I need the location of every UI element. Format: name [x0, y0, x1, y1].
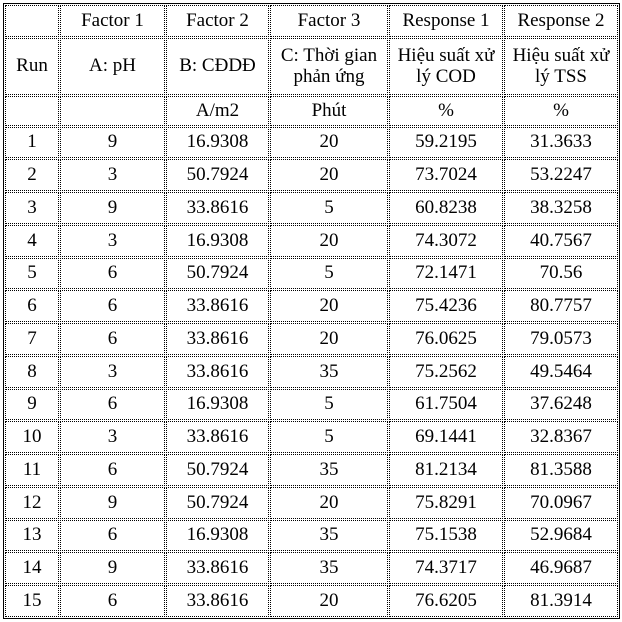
table-row	[5, 454, 618, 486]
ph-cell: 9	[60, 552, 165, 584]
ph-cell: 6	[60, 389, 165, 421]
tss-efficiency-cell: 37.6248	[504, 389, 618, 421]
run-cell: 4	[5, 225, 59, 257]
table-row	[5, 127, 618, 159]
cod-efficiency-cell: 74.3072	[389, 225, 503, 257]
run-cell: 11	[5, 454, 59, 486]
header-row-names	[5, 38, 618, 95]
tss-efficiency-cell: 70.0967	[504, 487, 618, 519]
ph-cell: 6	[60, 585, 165, 617]
current-density-cell: 33.8616	[166, 356, 269, 388]
ph-cell: 6	[60, 258, 165, 290]
cod-efficiency-cell: 74.3717	[389, 552, 503, 584]
cod-efficiency-cell: 76.0625	[389, 323, 503, 355]
reaction-time-cell: 20	[270, 159, 388, 191]
table-row	[5, 585, 618, 617]
header-cell-response-2: Response 2	[504, 5, 618, 37]
run-cell: 13	[5, 520, 59, 552]
header-row-factors	[5, 5, 618, 37]
ph-cell: 6	[60, 454, 165, 486]
reaction-time-cell: 20	[270, 127, 388, 159]
table-row	[5, 421, 618, 453]
current-density-cell: 16.9308	[166, 389, 269, 421]
ph-cell: 9	[60, 127, 165, 159]
reaction-time-cell: 20	[270, 323, 388, 355]
reaction-time-cell: 5	[270, 258, 388, 290]
ph-cell: 3	[60, 159, 165, 191]
current-density-cell: 50.7924	[166, 454, 269, 486]
current-density-cell: 33.8616	[166, 552, 269, 584]
current-density-cell: 50.7924	[166, 159, 269, 191]
header-cell-ph: A: pH	[60, 38, 165, 95]
cod-efficiency-cell: 75.8291	[389, 487, 503, 519]
run-cell: 15	[5, 585, 59, 617]
cod-efficiency-cell: 75.1538	[389, 520, 503, 552]
tss-efficiency-cell: 40.7567	[504, 225, 618, 257]
tss-efficiency-cell: 80.7757	[504, 290, 618, 322]
cod-efficiency-cell: 61.7504	[389, 389, 503, 421]
reaction-time-cell: 20	[270, 585, 388, 617]
ph-cell: 9	[60, 487, 165, 519]
table-row	[5, 258, 618, 290]
current-density-cell: 33.8616	[166, 290, 269, 322]
run-cell: 1	[5, 127, 59, 159]
header-cell-tss-efficiency: Hiệu suất xử lý TSS	[504, 38, 618, 95]
current-density-cell: 16.9308	[166, 127, 269, 159]
tss-efficiency-cell: 32.8367	[504, 421, 618, 453]
run-cell: 6	[5, 290, 59, 322]
reaction-time-cell: 5	[270, 421, 388, 453]
table-row	[5, 389, 618, 421]
unit-cell	[60, 96, 165, 126]
run-cell: 9	[5, 389, 59, 421]
reaction-time-cell: 20	[270, 487, 388, 519]
current-density-cell: 16.9308	[166, 225, 269, 257]
ph-cell: 6	[60, 290, 165, 322]
reaction-time-cell: 35	[270, 520, 388, 552]
ph-cell: 9	[60, 192, 165, 224]
table-row	[5, 323, 618, 355]
cod-efficiency-cell: 75.4236	[389, 290, 503, 322]
table-row	[5, 192, 618, 224]
header-cell	[5, 5, 59, 37]
run-cell: 8	[5, 356, 59, 388]
current-density-cell: 16.9308	[166, 520, 269, 552]
experiment-design-table	[3, 3, 620, 619]
run-cell: 7	[5, 323, 59, 355]
ph-cell: 6	[60, 520, 165, 552]
cod-efficiency-cell: 76.6205	[389, 585, 503, 617]
reaction-time-cell: 35	[270, 552, 388, 584]
tss-efficiency-cell: 49.5464	[504, 356, 618, 388]
header-cell-factor-1: Factor 1	[60, 5, 165, 37]
run-cell: 14	[5, 552, 59, 584]
current-density-cell: 50.7924	[166, 487, 269, 519]
tss-efficiency-cell: 81.3588	[504, 454, 618, 486]
current-density-cell: 33.8616	[166, 585, 269, 617]
run-cell: 10	[5, 421, 59, 453]
tss-efficiency-cell: 38.3258	[504, 192, 618, 224]
cod-efficiency-cell: 59.2195	[389, 127, 503, 159]
table-row	[5, 290, 618, 322]
table-row	[5, 520, 618, 552]
table-row	[5, 487, 618, 519]
current-density-cell: 50.7924	[166, 258, 269, 290]
cod-efficiency-cell: 69.1441	[389, 421, 503, 453]
current-density-cell: 33.8616	[166, 421, 269, 453]
unit-cell: %	[389, 96, 503, 126]
tss-efficiency-cell: 46.9687	[504, 552, 618, 584]
tss-efficiency-cell: 81.3914	[504, 585, 618, 617]
run-cell: 3	[5, 192, 59, 224]
run-cell: 12	[5, 487, 59, 519]
table-row	[5, 552, 618, 584]
table-row	[5, 225, 618, 257]
cod-efficiency-cell: 75.2562	[389, 356, 503, 388]
header-cell-response-1: Response 1	[389, 5, 503, 37]
unit-cell: A/m2	[166, 96, 269, 126]
header-cell-factor-3: Factor 3	[270, 5, 388, 37]
tss-efficiency-cell: 70.56	[504, 258, 618, 290]
reaction-time-cell: 35	[270, 356, 388, 388]
header-row-units	[5, 96, 618, 126]
table-row	[5, 356, 618, 388]
reaction-time-cell: 5	[270, 389, 388, 421]
tss-efficiency-cell: 31.3633	[504, 127, 618, 159]
table-body	[5, 5, 618, 617]
ph-cell: 3	[60, 225, 165, 257]
header-cell-cod-efficiency: Hiệu suất xử lý COD	[389, 38, 503, 95]
ph-cell: 6	[60, 323, 165, 355]
unit-cell	[5, 96, 59, 126]
header-cell-reaction-time: C: Thời gian phản ứng	[270, 38, 388, 95]
ph-cell: 3	[60, 421, 165, 453]
cod-efficiency-cell: 73.7024	[389, 159, 503, 191]
tss-efficiency-cell: 53.2247	[504, 159, 618, 191]
run-cell: 5	[5, 258, 59, 290]
header-cell-run: Run	[5, 38, 59, 95]
unit-cell: %	[504, 96, 618, 126]
tss-efficiency-cell: 79.0573	[504, 323, 618, 355]
reaction-time-cell: 5	[270, 192, 388, 224]
header-cell-factor-2: Factor 2	[166, 5, 269, 37]
ph-cell: 3	[60, 356, 165, 388]
cod-efficiency-cell: 72.1471	[389, 258, 503, 290]
unit-cell: Phút	[270, 96, 388, 126]
table-row	[5, 159, 618, 191]
header-cell-current-density: B: CĐDĐ	[166, 38, 269, 95]
reaction-time-cell: 20	[270, 225, 388, 257]
table-container	[3, 3, 619, 619]
reaction-time-cell: 20	[270, 290, 388, 322]
cod-efficiency-cell: 60.8238	[389, 192, 503, 224]
reaction-time-cell: 35	[270, 454, 388, 486]
run-cell: 2	[5, 159, 59, 191]
tss-efficiency-cell: 52.9684	[504, 520, 618, 552]
current-density-cell: 33.8616	[166, 192, 269, 224]
current-density-cell: 33.8616	[166, 323, 269, 355]
cod-efficiency-cell: 81.2134	[389, 454, 503, 486]
